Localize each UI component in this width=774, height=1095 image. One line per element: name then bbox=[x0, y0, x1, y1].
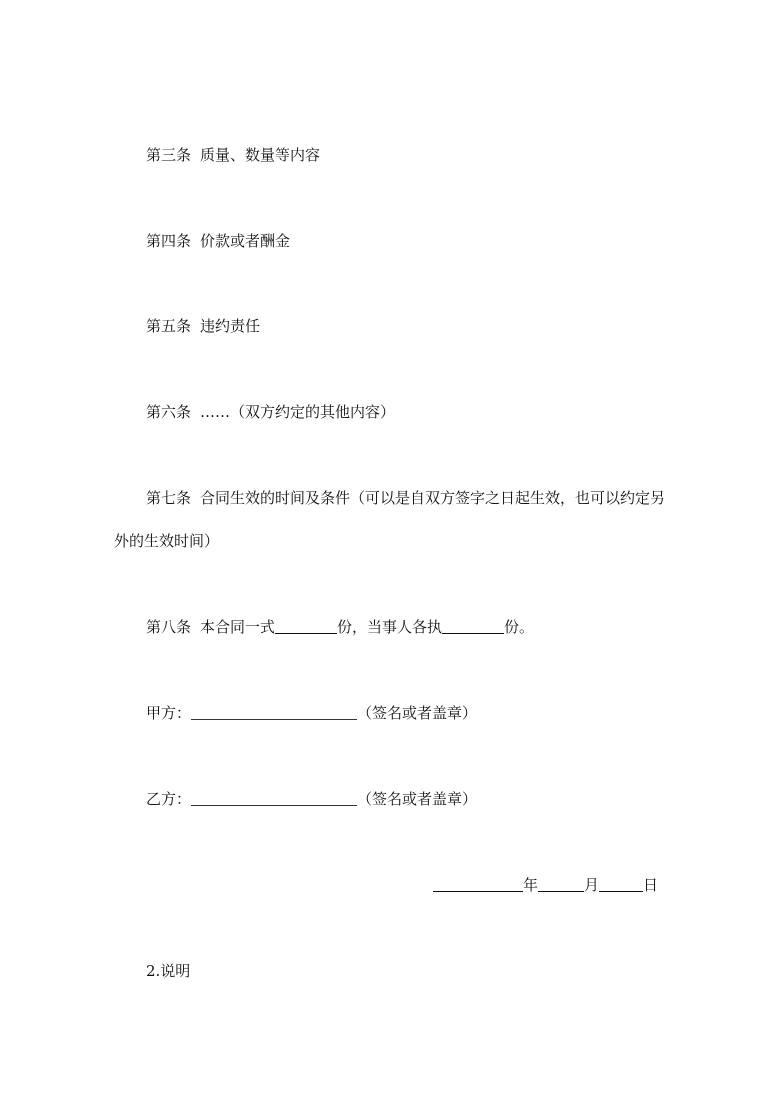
article-4 bbox=[146, 231, 290, 251]
copies-each-blank[interactable] bbox=[442, 617, 504, 634]
article-text: ……（双方约定的其他内容） bbox=[200, 403, 396, 421]
party-a-label: 甲方： bbox=[146, 704, 192, 722]
party-a-note: （签名或者盖章） bbox=[357, 704, 478, 722]
article-number: 第六条 bbox=[146, 403, 192, 421]
article-7-continuation: 外的生效时间） bbox=[114, 532, 220, 550]
article-text: 质量、数量等内容 bbox=[200, 146, 321, 164]
party-b-label: 乙方： bbox=[146, 790, 192, 808]
date-line bbox=[433, 875, 658, 895]
month-blank[interactable] bbox=[538, 875, 584, 892]
year-label: 年 bbox=[523, 876, 539, 894]
copies-total-blank[interactable] bbox=[275, 617, 337, 634]
article-text: 价款或者酬金 bbox=[200, 232, 291, 250]
section-heading: 2.说明 bbox=[146, 962, 191, 980]
article-8 bbox=[146, 617, 534, 637]
month-label: 月 bbox=[584, 876, 600, 894]
article-8-part2: 份，当事人各执 bbox=[337, 618, 443, 636]
article-7 bbox=[146, 488, 665, 508]
party-a-signature-blank[interactable] bbox=[191, 703, 357, 720]
article-8-part3: 份。 bbox=[504, 618, 535, 636]
article-5 bbox=[146, 316, 260, 336]
party-b-line bbox=[146, 789, 477, 809]
party-b-note: （签名或者盖章） bbox=[357, 790, 478, 808]
day-label: 日 bbox=[643, 876, 659, 894]
article-number: 第五条 bbox=[146, 317, 192, 335]
article-number: 第八条 bbox=[146, 618, 192, 636]
day-blank[interactable] bbox=[599, 875, 643, 892]
article-number: 第三条 bbox=[146, 146, 192, 164]
article-8-part1: 本合同一式 bbox=[200, 618, 276, 636]
party-a-line bbox=[146, 703, 477, 723]
article-text: 合同生效的时间及条件（可以是自双方签字之日起生效，也可以约定另 bbox=[200, 489, 666, 507]
article-text: 违约责任 bbox=[200, 317, 261, 335]
party-b-signature-blank[interactable] bbox=[191, 789, 357, 806]
article-number: 第七条 bbox=[146, 489, 192, 507]
article-3 bbox=[146, 145, 320, 165]
year-blank[interactable] bbox=[433, 875, 523, 892]
article-6 bbox=[146, 402, 395, 422]
article-number: 第四条 bbox=[146, 232, 192, 250]
